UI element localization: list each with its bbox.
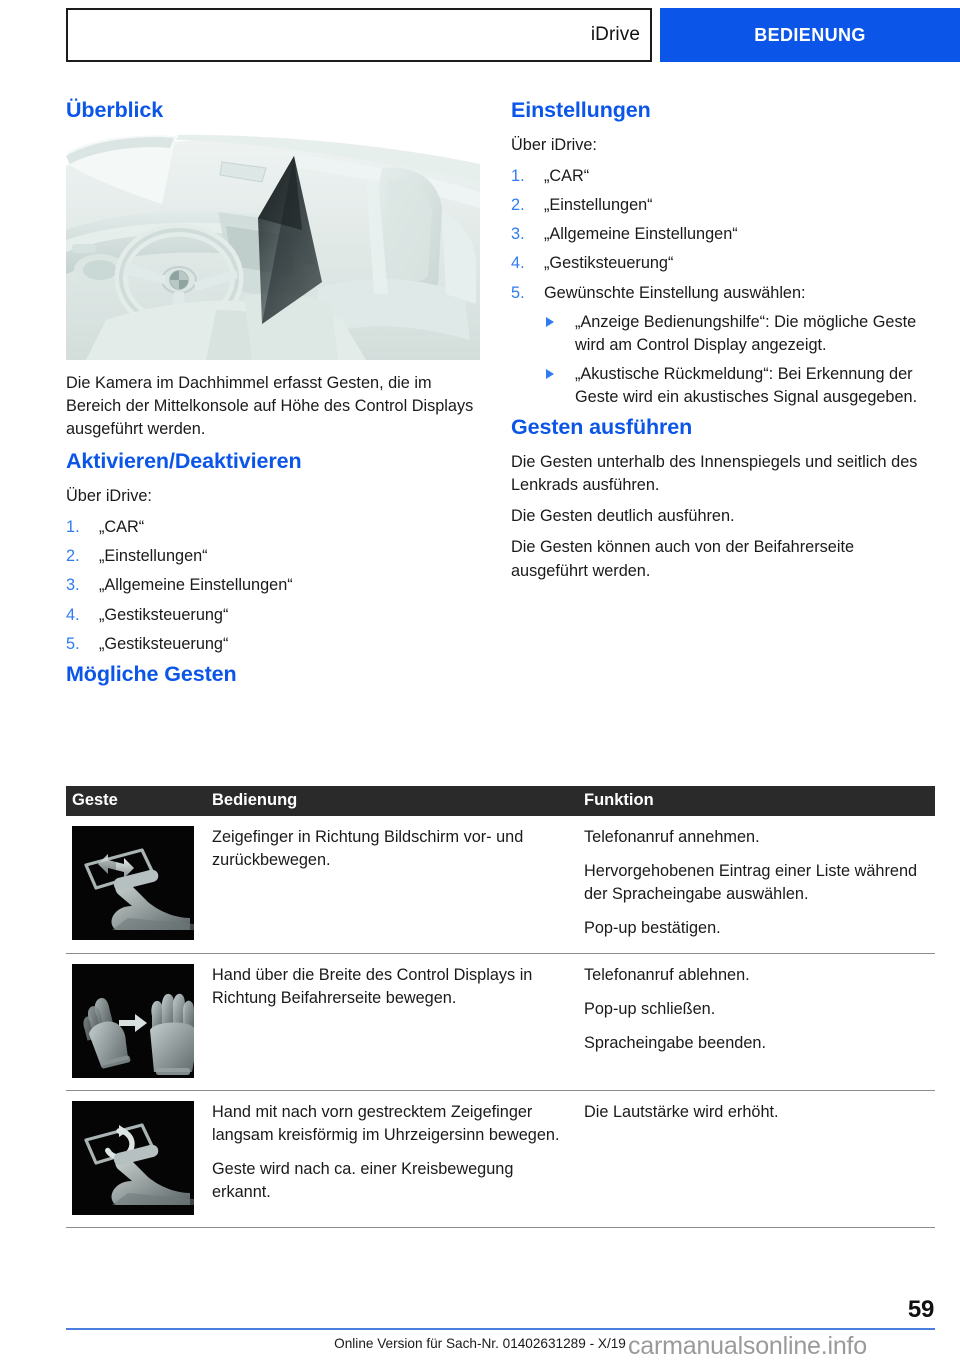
activate-steps-list: [66, 516, 486, 656]
cell-text: Telefonanruf ablehnen.: [584, 965, 750, 984]
heading-moegliche-gesten: Mögliche Gesten: [66, 661, 237, 686]
table-header-funktion: Funktion: [578, 786, 935, 816]
list-item: „Gestiksteuerung“: [99, 634, 229, 653]
page-header: [0, 0, 960, 70]
list-item: „Allgemeine Einstellungen“: [99, 576, 293, 595]
perform-paragraph: Die Gesten können auch von der Beifahrerseite ausgeführt werden.: [511, 538, 855, 580]
cell-text: Spracheingabe beenden.: [584, 1033, 766, 1052]
table-cell-gesture-icon: [66, 1090, 206, 1227]
triangle-bullet-icon: [546, 317, 554, 327]
table-header-row: [66, 786, 935, 816]
settings-intro: Über iDrive:: [511, 135, 597, 154]
list-item-label: Gewünschte Einstellung auswählen:: [544, 283, 806, 302]
footer-divider: [66, 1328, 935, 1330]
table-cell-bedienung: [206, 1090, 578, 1227]
hand-swipe-right-icon: [72, 964, 194, 1078]
list-item: „Gestiksteuerung“: [544, 254, 674, 273]
table-row: [66, 816, 935, 953]
settings-sub-options: [544, 311, 935, 410]
heading-gesten-ausfuehren: Gesten ausführen: [511, 415, 693, 440]
cell-text: Die Lautstärke wird erhöht.: [584, 1102, 779, 1121]
heading-ueberblick: Überblick: [66, 98, 164, 122]
table-cell-bedienung: [206, 953, 578, 1090]
right-column: [511, 98, 935, 591]
cell-text: Hand über die Breite des Control Displays in Richtung Beifahrerseite bewegen.: [212, 965, 533, 1007]
cell-text: Pop-up schließen.: [584, 999, 716, 1018]
car-interior-gesture-zone-illustration: [66, 134, 480, 360]
overview-caption: Die Kamera im Dachhimmel erfasst Gesten, die im Bereich der Mittelkonsole auf Höhe des Control Displays ausgeführt werden.: [66, 373, 474, 439]
list-item: „CAR“: [99, 518, 145, 537]
table-header-geste: Geste: [66, 786, 206, 816]
list-item: „Allgemeine Einstellungen“: [544, 225, 738, 244]
table-header-bedienung: Bedienung: [206, 786, 578, 816]
header-chapter-label: BEDIENUNG: [754, 24, 866, 45]
list-item: [511, 282, 935, 410]
list-item: [544, 363, 935, 409]
table-cell-funktion: [578, 953, 935, 1090]
list-item: „Einstellungen“: [544, 196, 653, 215]
list-item: „Gestiksteuerung“: [99, 605, 229, 624]
settings-steps-list: [511, 165, 935, 409]
heading-aktivieren-deaktivieren: Aktivieren/Deaktivieren: [66, 449, 302, 474]
left-column: [66, 98, 486, 698]
cell-text: Pop-up bestätigen.: [584, 919, 721, 938]
cell-text: Hand mit nach vorn gestrecktem Zeigefinger langsam kreisförmig im Uhrzeigersinn bewegen.: [212, 1102, 560, 1144]
table-cell-funktion: [578, 1090, 935, 1227]
table-cell-gesture-icon: [66, 816, 206, 953]
table-row: [66, 1090, 935, 1227]
finger-rotate-clockwise-icon: [72, 1101, 194, 1215]
cell-text: Telefonanruf annehmen.: [584, 828, 760, 846]
footer-note: Online Version für Sach-Nr. 01402631289 - X/19: [334, 1336, 626, 1351]
header-section-box: [66, 8, 652, 62]
page-number: 59: [907, 1296, 934, 1323]
cell-text: Hervorgehobenen Eintrag einer Liste während der Spracheingabe auswählen.: [584, 862, 918, 904]
cell-text: Zeigefinger in Richtung Bildschirm vor- und zurückbewegen.: [212, 828, 524, 870]
header-chapter-tab: [660, 8, 960, 62]
list-item: [544, 311, 935, 357]
list-item: „CAR“: [544, 166, 590, 185]
table-cell-funktion: [578, 816, 935, 953]
list-item-label: „Anzeige Bedienungshilfe“: Die mögliche Geste wird am Control Display angezeigt.: [575, 312, 917, 354]
perform-paragraph: Die Gesten unterhalb des Innenspiegels und seitlich des Lenkrads ausführen.: [511, 453, 918, 495]
gesture-table-wrapper: [66, 786, 935, 1228]
table-row: [66, 953, 935, 1090]
table-cell-gesture-icon: [66, 953, 206, 1090]
perform-paragraph: Die Gesten deutlich ausführen.: [511, 507, 735, 526]
activate-intro: Über iDrive:: [66, 487, 152, 506]
list-item: „Einstellungen“: [99, 547, 208, 566]
pointing-finger-push-pull-icon: [72, 826, 194, 940]
table-cell-bedienung: [206, 816, 578, 953]
triangle-bullet-icon: [546, 369, 554, 379]
watermark: carmanualsonline.info: [628, 1332, 868, 1360]
list-item-label: „Akustische Rückmeldung“: Bei Erkennung der Geste wird ein akustisches Signal ausgegeben.: [575, 364, 918, 407]
header-section-label: iDrive: [590, 24, 640, 45]
gesture-table: [66, 786, 935, 1228]
heading-einstellungen: Einstellungen: [511, 98, 651, 122]
cell-text: Geste wird nach ca. einer Kreisbewegung erkannt.: [212, 1159, 514, 1201]
